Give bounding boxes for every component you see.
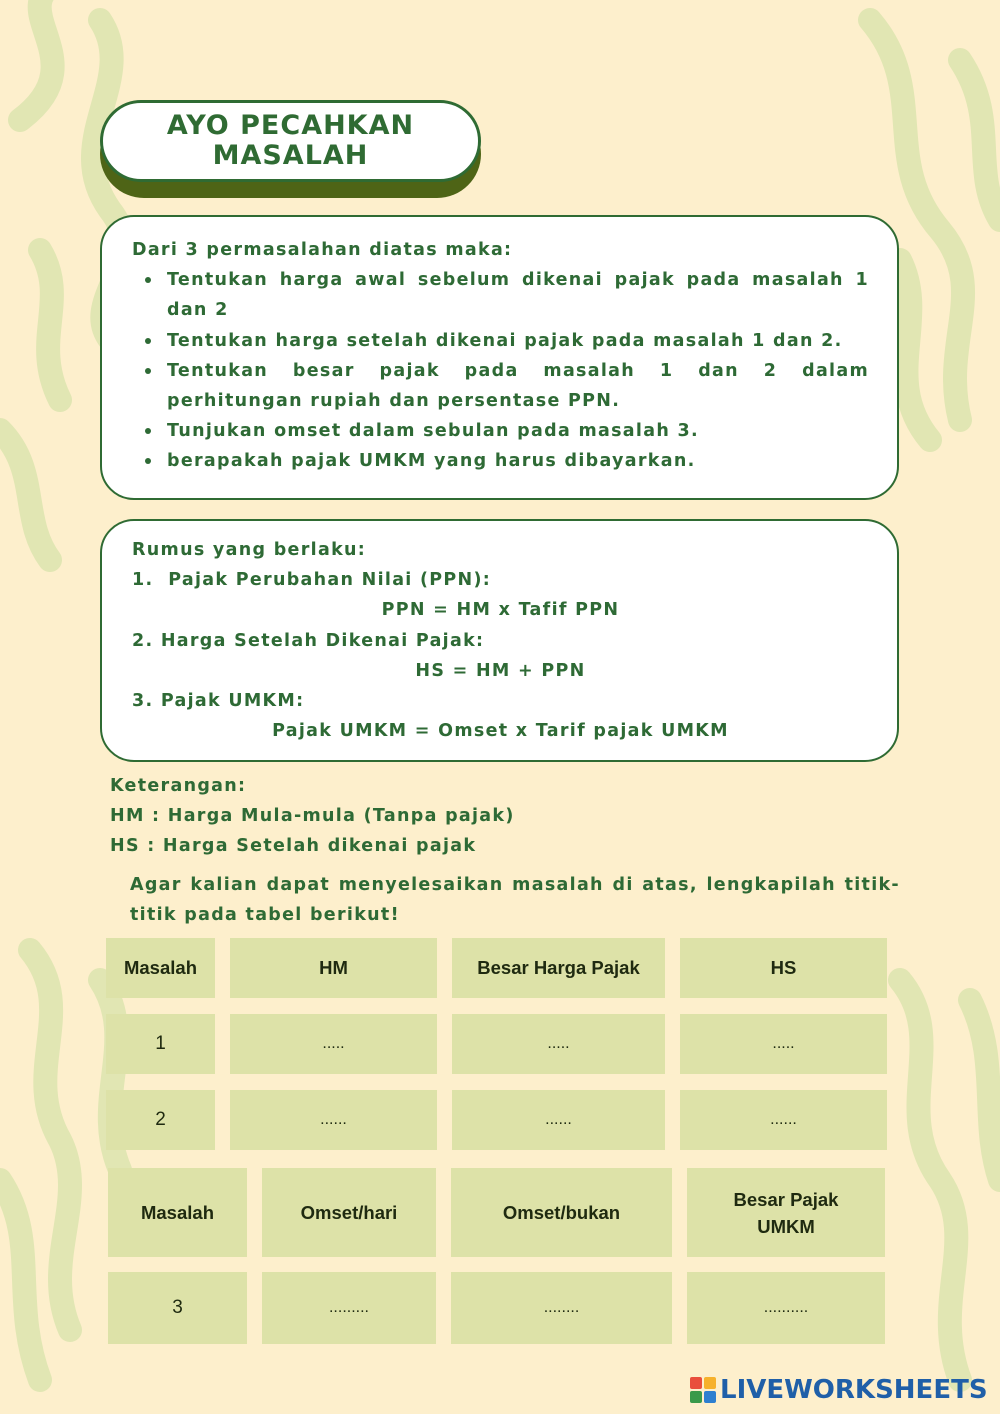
table1-row2-hs-input[interactable]: ......: [680, 1090, 887, 1150]
problem-item: Tentukan besar pajak pada masalah 1 dan 2 dalam perhitungan rupiah dan persentase PPN.: [132, 356, 869, 416]
notes: [110, 771, 515, 862]
table1-header-hm: HM: [230, 938, 437, 998]
formula-1-label: 1. Pajak Perubahan Nilai (PPN):: [132, 570, 492, 591]
problem-item: Tunjukan omset dalam sebulan pada masalah 3.: [132, 416, 869, 446]
formulas-intro: Rumus yang berlaku:: [132, 540, 367, 560]
problems-intro: Dari 3 permasalahan diatas maka:: [132, 240, 513, 260]
problems-list: [132, 265, 869, 476]
formula-2-equation: HS = HM + PPN: [415, 660, 586, 681]
table2-header-omset-hari: Omset/hari: [262, 1168, 436, 1257]
table2-header-pajak-umkm: Besar Pajak UMKM: [687, 1168, 885, 1257]
table1-row1-hm-input[interactable]: .....: [230, 1014, 437, 1074]
formulas-box: [100, 519, 899, 762]
table1-row2-pajak-input[interactable]: ......: [452, 1090, 665, 1150]
table2-row1-omset-hari-input[interactable]: .........: [262, 1272, 436, 1344]
table1-row1-hs-input[interactable]: .....: [680, 1014, 887, 1074]
table2-header-omset-bulan: Omset/bukan: [451, 1168, 672, 1257]
title-banner: [100, 100, 481, 182]
liveworksheets-logo: [690, 1374, 988, 1406]
table2-header-masalah: Masalah: [108, 1168, 247, 1257]
table2-row1-masalah: 3: [108, 1272, 247, 1344]
problem-item: Tentukan harga setelah dikenai pajak pada masalah 1 dan 2.: [132, 326, 869, 356]
table1-row1-masalah: 1: [106, 1014, 215, 1074]
liveworksheets-logo-text: LIVEWORKSHEETS: [720, 1375, 988, 1405]
table1-header-pajak: Besar Harga Pajak: [452, 938, 665, 998]
problem-item: berapakah pajak UMKM yang harus dibayarkan.: [132, 446, 869, 476]
liveworksheets-logo-icon: [690, 1377, 716, 1403]
table1-header-masalah: Masalah: [106, 938, 215, 998]
notes-hs: HS : Harga Setelah dikenai pajak: [110, 836, 477, 857]
page-title: AYO PECAHKAN MASALAH: [166, 110, 415, 171]
problems-box: [100, 215, 899, 500]
problem-item: Tentukan harga awal sebelum dikenai pajak pada masalah 1 dan 2: [132, 265, 869, 325]
table1-row1-pajak-input[interactable]: .....: [452, 1014, 665, 1074]
instruction-text: Agar kalian dapat menyelesaikan masalah di atas, lengkapilah titik-titik pada tabel berikut!: [130, 875, 900, 926]
table1-row2-masalah: 2: [106, 1090, 215, 1150]
formula-1-equation: PPN = HM x Tafif PPN: [381, 600, 620, 621]
notes-heading: Keterangan:: [110, 776, 247, 796]
formula-3-equation: Pajak UMKM = Omset x Tarif pajak UMKM: [272, 721, 729, 742]
notes-hm: HM : Harga Mula-mula (Tanpa pajak): [110, 806, 515, 827]
table2-row1-omset-bulan-input[interactable]: ........: [451, 1272, 672, 1344]
table1-row2-hm-input[interactable]: ......: [230, 1090, 437, 1150]
table2-row1-pajak-umkm-input[interactable]: ..........: [687, 1272, 885, 1344]
formula-2-label: 2. Harga Setelah Dikenai Pajak:: [132, 630, 485, 651]
table1-header-hs: HS: [680, 938, 887, 998]
formula-3-label: 3. Pajak UMKM:: [132, 691, 305, 712]
